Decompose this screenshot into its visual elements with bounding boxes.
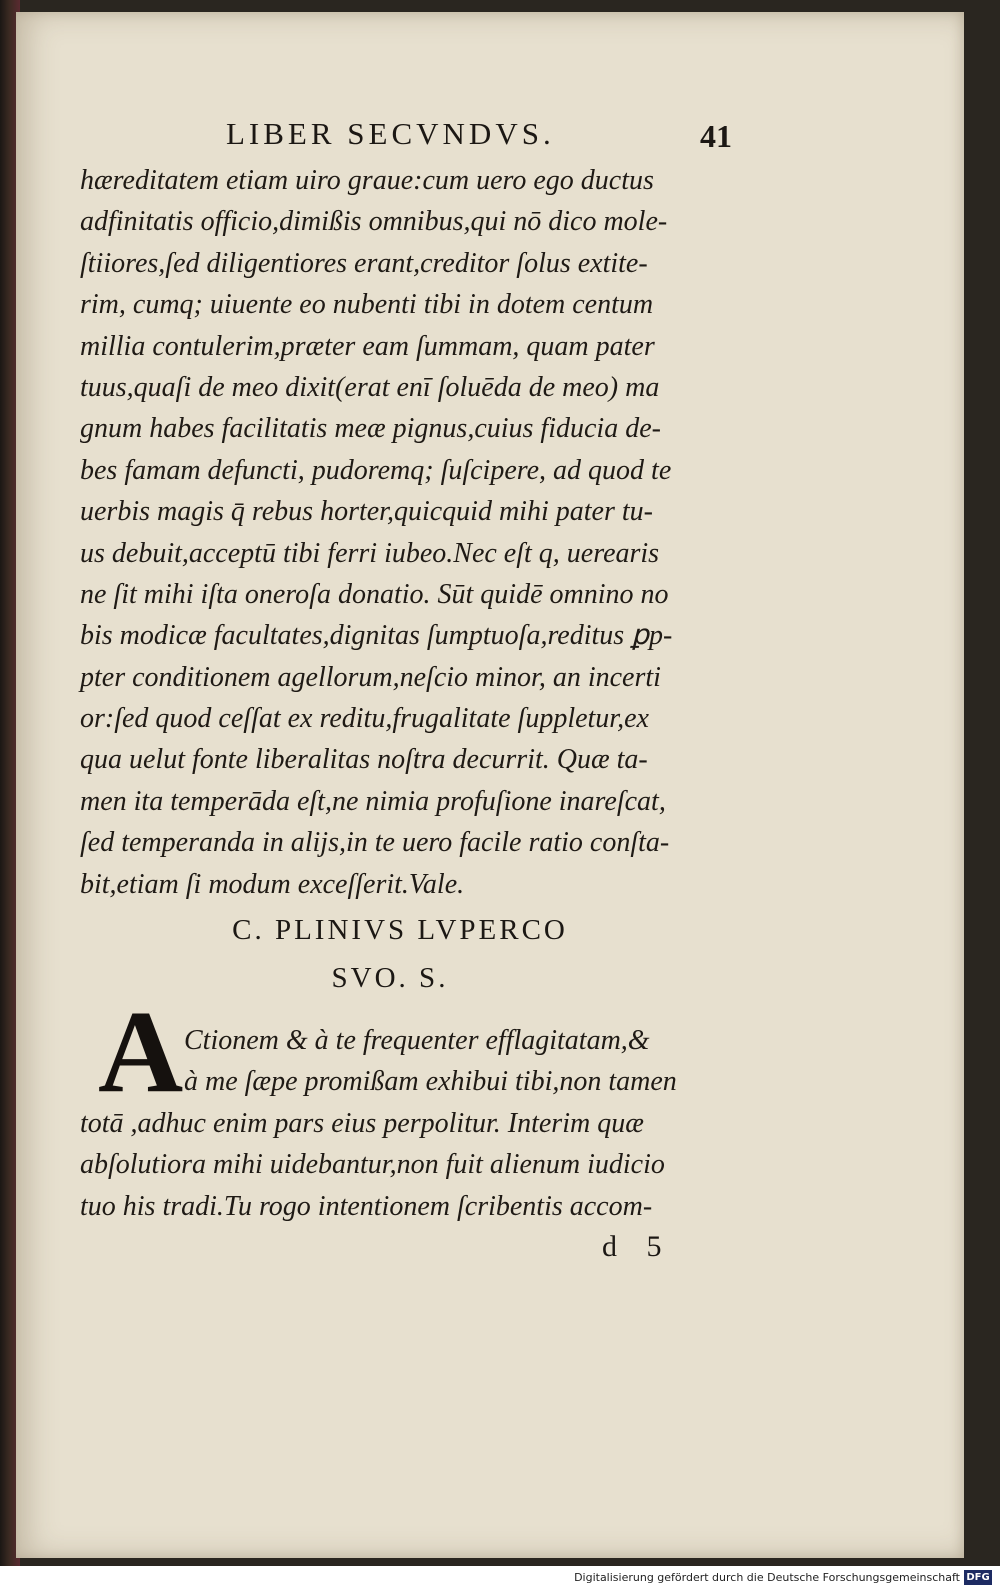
book-page — [16, 12, 964, 1558]
text-line: ſed temperanda in alijs,in te uero facile ratio conſta- — [80, 827, 670, 859]
text-line: tuo his tradi.Tu rogo intentionem ſcribentis accom- — [80, 1190, 653, 1222]
text-line: tuus,quaſi de meo dixit(erat enī ſoluēda de meo) ma — [80, 371, 660, 403]
text-line: totā ,adhuc enim pars eius perpolitur. Interim quæ — [80, 1107, 644, 1139]
text-line: adfinitatis officio,dimißis omnibus,qui nō dico mole- — [80, 206, 668, 238]
text-line: ſtiiores,ſed diligentiores erant,creditor ſolus extite- — [80, 247, 648, 279]
letter-text-block — [80, 1020, 760, 1227]
footer-bar — [0, 1566, 1000, 1592]
text-line: ne ſit mihi iſta oneroſa donatio. Sūt quidē omnino no — [80, 578, 669, 610]
funding-credit: Digitalisierung gefördert durch die Deutsche Forschungsgemeinschaft — [574, 1571, 960, 1584]
running-title: LIBER SECVNDVS. — [226, 116, 555, 151]
text-line: uerbis magis q̄ rebus horter,quicquid mihi pater tu- — [80, 496, 653, 528]
drop-initial: A — [98, 986, 184, 1117]
text-line: à me ſæpe promißam exhibui tibi,non tamen — [184, 1066, 677, 1098]
text-line: men ita temperāda eſt,ne nimia profuſione inareſcat, — [80, 785, 666, 817]
text-line: millia contulerim,præter eam ſummam, quam pater — [80, 330, 655, 362]
text-line: bit,etiam ſi modum exceſſerit.Vale. — [80, 868, 465, 900]
page-number: 41 — [700, 118, 732, 154]
letter-salutation: SVO. S. — [331, 962, 449, 994]
main-text-block — [80, 160, 760, 905]
text-line: hæreditatem etiam uiro graue:cum uero ego ductus — [80, 165, 654, 196]
text-line: or:ſed quod ceſſat ex reditu,frugalitate ſuppletur,ex — [80, 703, 649, 735]
text-line: rim, cumq; uiuente eo nubenti tibi in dotem centum — [80, 289, 654, 321]
text-line: bis modicæ facultates,dignitas ſumptuoſa,reditus ꝑp- — [80, 620, 673, 652]
text-line: bes famam defuncti, pudoremq; ſuſcipere, ad quod te — [80, 454, 672, 486]
text-line: gnum habes facilitatis meæ pignus,cuius fiducia de- — [80, 413, 661, 445]
signature-mark: d 5 — [602, 1230, 662, 1263]
text-line: pter conditionem agellorum,neſcio minor, an incerti — [80, 661, 661, 693]
text-line: qua uelut fonte liberalitas noſtra decurrit. Quæ ta- — [80, 744, 648, 776]
text-line: Ctionem & à te frequenter efflagitatam,& — [184, 1025, 650, 1056]
text-line: abſolutiora mihi uidebantur,non fuit alienum iudicio — [80, 1149, 665, 1181]
running-head — [16, 116, 964, 156]
letter-heading: C. PLINIVS LVPERCO — [232, 914, 568, 946]
dfg-logo: DFG — [964, 1570, 992, 1585]
text-line: us debuit,acceptū tibi ferri iubeo.Nec eſt q, uerearis — [80, 537, 660, 569]
